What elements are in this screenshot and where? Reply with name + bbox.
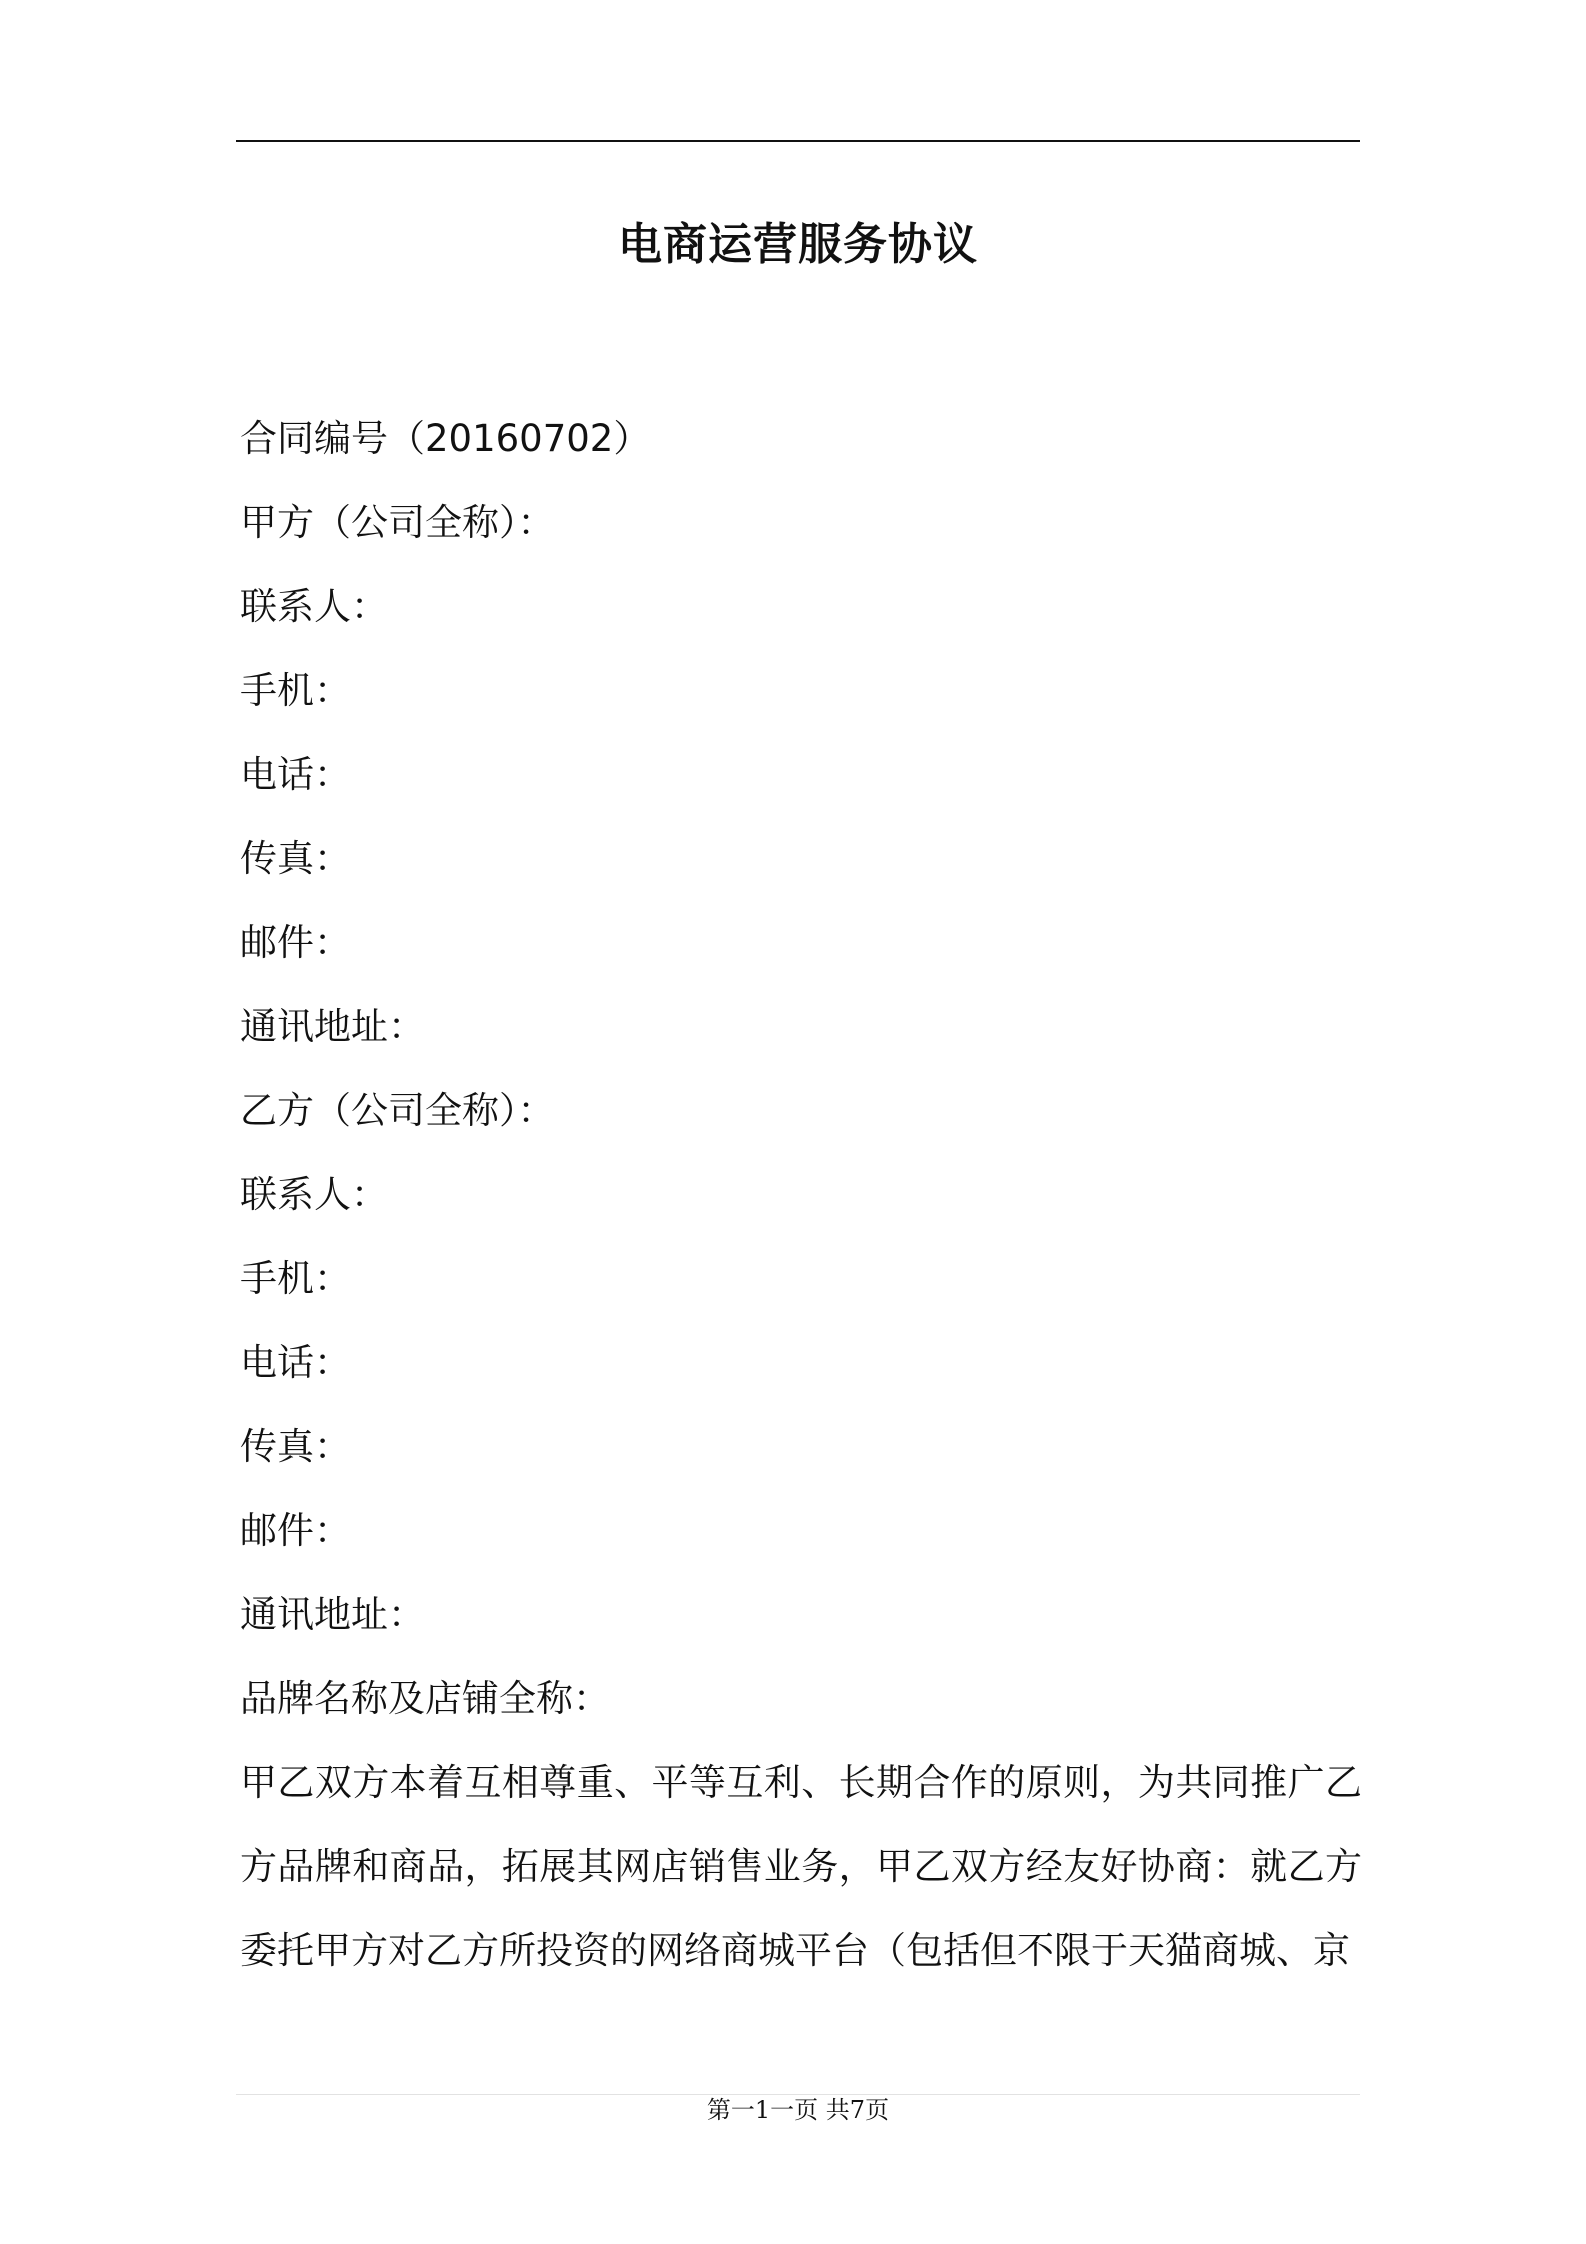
party-a-phone-line: 电话：	[240, 753, 351, 796]
document-content	[240, 397, 1362, 1993]
party-a-mobile-line: 手机：	[240, 669, 351, 712]
agreement-body-paragraph: 甲乙双方本着互相尊重、平等互利、长期合作的原则，为共同推广乙方品牌和商品，拓展其网店销售业务，甲乙双方经友好协商：就乙方委托甲方对乙方所投资的网络商城平台（包括但不限于天猫商城、京	[240, 1761, 1362, 1972]
header-divider	[236, 140, 1360, 142]
party-b-email-line: 邮件：	[240, 1509, 351, 1552]
party-b-phone-line: 电话：	[240, 1341, 351, 1384]
contract-number-line: 合同编号（20160702）	[240, 417, 651, 460]
party-a-company-line: 甲方（公司全称）：	[240, 501, 555, 544]
party-a-fax-line: 传真：	[240, 837, 351, 880]
party-a-email-line: 邮件：	[240, 921, 351, 964]
party-a-address-line: 通讯地址：	[240, 1005, 425, 1048]
party-b-company-line: 乙方（公司全称）：	[240, 1089, 555, 1132]
document-title: 电商运营服务协议	[618, 219, 978, 270]
party-a-contact-line: 联系人：	[240, 585, 388, 628]
brand-store-name-line: 品牌名称及店铺全称：	[240, 1677, 610, 1720]
party-b-mobile-line: 手机：	[240, 1257, 351, 1300]
party-b-fax-line: 传真：	[240, 1425, 351, 1468]
page-indicator: 第一1一页 共7页	[706, 2096, 890, 2124]
party-b-contact-line: 联系人：	[240, 1173, 388, 1216]
party-b-address-line: 通讯地址：	[240, 1593, 425, 1636]
